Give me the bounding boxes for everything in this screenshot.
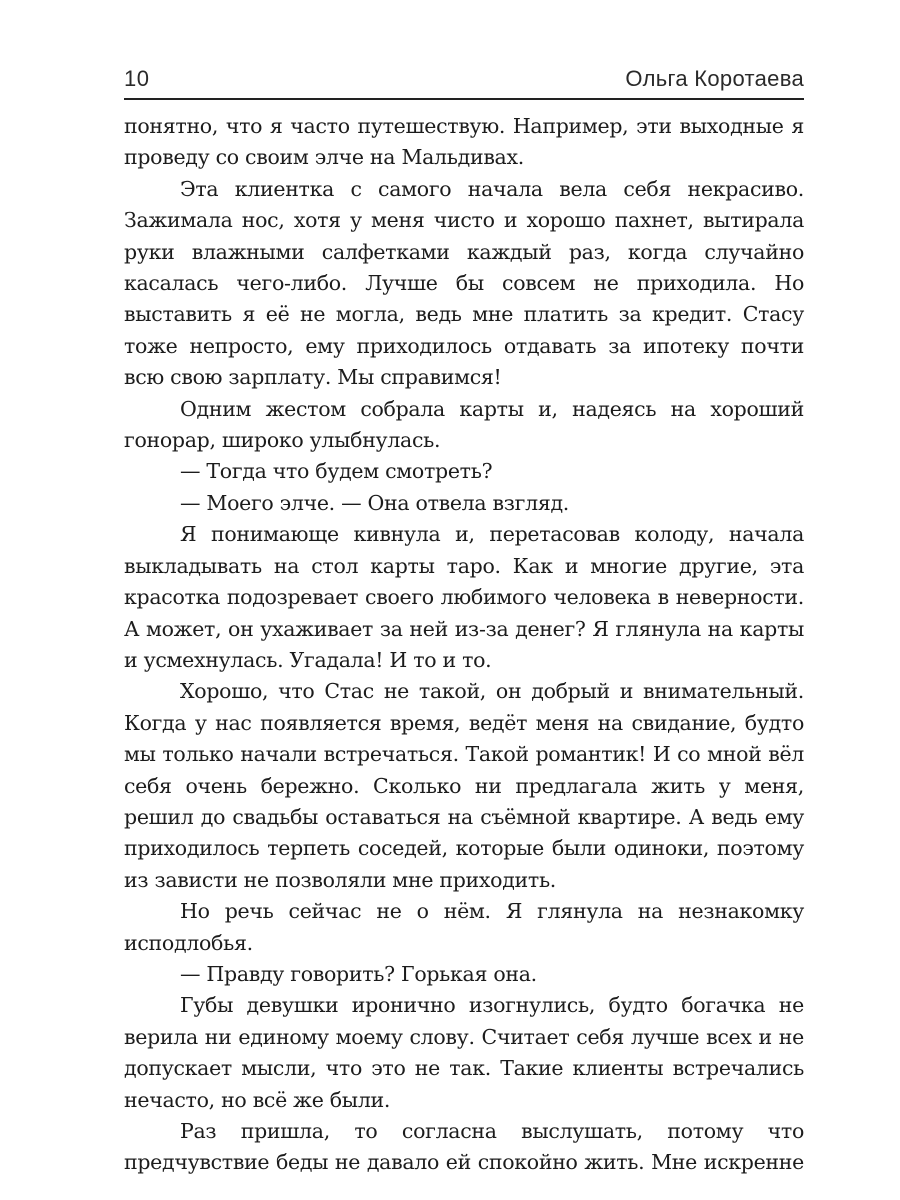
paragraph: понятно, что я часто путешествую. Например, эти выходные я проведу со своим элче на Мальдивах. [124,114,804,170]
paragraph: Но речь сейчас не о нём. Я глянула на незнакомку исподлобья. [124,899,804,955]
body-text [124,111,804,1179]
paragraph: Одним жестом собрала карты и, надеясь на хороший гонорар, широко улыбнулась. [124,396,804,453]
paragraph: Эта клиентка с самого начала вела себя некрасиво. Зажимала нос, хотя у меня чисто и хорошо пахнет, вытирала руки влажными салфетками каждый раз, когда случайно касалась чего-либо. Лучше бы совсем не приходила. Но выставить я её не могла, ведь мне платить за кредит. Стасу тоже непросто, ему приходилось отдавать за ипотеку почти всю свою зарплату. Мы справимся! [124,176,804,390]
paragraph: Я понимающе кивнула и, перетасовав колоду, начала выкладывать на стол карты таро. Как и многие другие, эта красотка подозревает своего любимого человека в неверности. А может, он ухаживает за ней из-за денег? Я глянула на карты и усмехнулась. Угадала! И то и то. [124,522,804,672]
dialogue-line: — Тогда что будем смотреть? [180,459,493,484]
paragraph: Раз пришла, то согласна выслушать, потому что предчувствие беды не давало ей спокойно жить. Мне искренне [124,1119,804,1175]
dialogue-line: — Правду говорить? Горькая она. [180,961,537,986]
author-name: Ольга Коротаева [625,66,804,91]
page-number: 10 [124,66,150,91]
paragraph: Губы девушки иронично изогнулись, будто богачка не верила ни единому моему слову. Считает себя лучше всех и не допускает мысли, что это не так. Такие клиенты встречались нечасто, но всё же были. [124,993,804,1112]
running-header [124,56,804,100]
paragraph: Хорошо, что Стас не такой, он добрый и внимательный. Когда у нас появляется время, ведёт меня на свидание, будто мы только начали встречаться. Такой романтик! И со мной вёл себя очень бережно. Сколько ни предлагала жить у меня, решил до свадьбы оставаться на съёмной квартире. А ведь ему приходилось терпеть соседей, которые были одиноки, поэтому из зависти не позволяли мне приходить. [124,679,804,892]
dialogue-line: — Моего элче. — Она отвела взгляд. [180,490,569,515]
book-page [124,56,804,1179]
